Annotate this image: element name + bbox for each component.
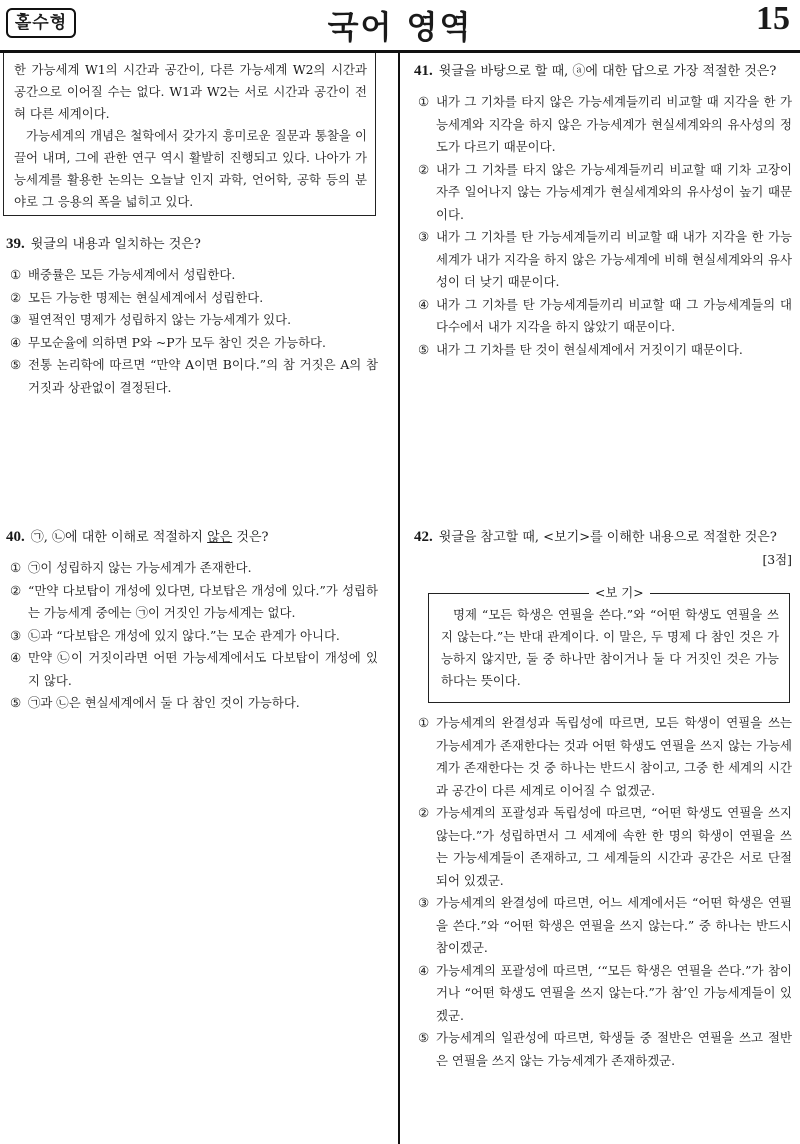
option-mark: ②	[10, 582, 22, 598]
option-text: 가능세계의 일관성에 따르면, 학생들 중 절반은 연필을 쓰고 절반은 연필을 쓰지 않는 가능세계가 존재하겠군.	[436, 1030, 792, 1068]
option-mark: ④	[10, 334, 22, 350]
answer-option[interactable]	[6, 287, 378, 310]
answer-option[interactable]	[414, 159, 792, 227]
option-mark: ③	[10, 627, 22, 643]
answer-option[interactable]	[414, 294, 792, 339]
option-mark: ③	[10, 312, 22, 327]
exam-type-badge: 홀수형	[6, 8, 76, 38]
answer-option[interactable]	[6, 625, 378, 648]
question-42-options	[414, 712, 792, 1072]
bogi-box	[428, 585, 790, 703]
option-mark: ⑤	[418, 1030, 430, 1045]
answer-option[interactable]	[6, 354, 378, 399]
option-text: 내가 그 기차를 타지 않은 가능세계들끼리 비교할 때 지각을 한 가능세계와 지각을 하지 않은 가능세계가 현실세계와의 유사성의 정도가 다르기 때문이다.	[436, 94, 792, 154]
option-text: 가능세계의 완결성에 따르면, 어느 세계에서든 “어떤 학생은 연필을 쓴다.”와 “어떤 학생은 연필을 쓰지 않는다.” 중 하나는 반드시 참이겠군.	[436, 895, 792, 955]
answer-option[interactable]	[6, 557, 378, 580]
question-41	[414, 60, 792, 361]
question-stem	[6, 526, 378, 549]
points-label: [3점]	[762, 552, 792, 567]
answer-option[interactable]	[414, 91, 792, 159]
question-text: 윗글을 참고할 때, <보기>를 이해한 내용으로 적절한 것은?	[438, 530, 777, 545]
option-text: “만약 다보탑이 개성에 있다면, 다보탑은 개성에 있다.”가 성립하는 가능세계 중에는 ㉠이 거짓인 가능세계는 없다.	[28, 582, 378, 620]
option-mark: ①	[418, 94, 430, 109]
option-text: 필연적인 명제가 성립하지 않는 가능세계가 있다.	[28, 312, 292, 327]
option-mark: ②	[10, 289, 22, 305]
option-text: 가능세계의 포괄성과 독립성에 따르면, “어떤 학생도 연필을 쓰지 않는다.”가 성립하면서 그 세계에 속한 한 명의 학생이 연필을 쓰는 가능세계들이 존재하고, 그 세계들의 시간과 공간은 서로 단절되어 있겠군.	[436, 805, 792, 888]
question-stem	[414, 60, 792, 83]
passage-paragraph: 한 가능세계 W1의 시간과 공간이, 다른 가능세계 W2의 시간과 공간으로 이어질 수는 없다. W1과 W2는 서로 시간과 공간이 전혀 다른 세계이다.	[14, 62, 367, 121]
answer-option[interactable]	[414, 802, 792, 892]
option-text: ㉠이 성립하지 않는 가능세계가 존재한다.	[28, 560, 252, 575]
answer-option[interactable]	[414, 1027, 792, 1072]
subject-title: 국어 영역	[327, 8, 473, 46]
option-mark: ⑤	[418, 341, 430, 357]
question-text: ㉠, ㉡에 대한 이해로 적절하지	[30, 530, 208, 545]
question-text: 것은?	[232, 530, 269, 545]
option-mark: ②	[418, 805, 430, 820]
question-stem	[414, 526, 792, 549]
option-mark: ②	[418, 161, 430, 177]
question-text: 윗글의 내용과 일치하는 것은?	[30, 237, 201, 252]
column-divider	[398, 53, 400, 1144]
option-mark: ③	[418, 229, 430, 244]
option-text: 배중률은 모든 가능세계에서 성립한다.	[28, 267, 236, 282]
question-number: 42.	[414, 529, 433, 545]
option-mark: ④	[10, 650, 22, 665]
option-mark: ⑤	[10, 357, 22, 372]
passage-box	[3, 53, 376, 216]
option-mark: ①	[418, 715, 430, 730]
option-text: 내가 그 기차를 탄 가능세계들끼리 비교할 때 그 가능세계들의 대다수에서 내가 지각을 하지 않았기 때문이다.	[436, 296, 792, 334]
option-text: 가능세계의 포괄성에 따르면, ‘“모든 학생은 연필을 쓴다.”가 참이거나 “어떤 학생도 연필을 쓰지 않는다.”가 참’인 가능세계들이 있겠군.	[436, 962, 792, 1023]
answer-option[interactable]	[414, 339, 792, 362]
question-39	[6, 233, 378, 399]
option-text: 가능세계의 완결성과 독립성에 따르면, 모든 학생이 연필을 쓰는 가능세계가 존재한다는 것과 어떤 학생도 연필을 쓰지 않는 가능세계가 존재한다는 것 중 하나는 반드시 참이고, 그중 한 세계의 시간과 공간이 다른 세계로 이어질 수 없겠군.	[436, 715, 792, 798]
option-text: 무모순율에 의하면 P와 ~P가 모두 참인 것은 가능하다.	[28, 334, 326, 350]
passage-paragraph: 가능세계의 개념은 철학에서 갖가지 흥미로운 질문과 통찰을 이끌어 내며, 그에 관한 연구 역시 활발히 진행되고 있다. 나아가 가능세계를 활용한 논의는 오늘날 인지 과학, 언어학, 공학 등의 분야로 그 응용의 폭을 넓히고 있다.	[14, 128, 367, 209]
answer-option[interactable]	[414, 960, 792, 1028]
page-header	[0, 0, 800, 48]
question-stem	[6, 233, 378, 256]
answer-option[interactable]	[414, 226, 792, 294]
answer-option[interactable]	[6, 580, 378, 625]
option-mark: ④	[418, 962, 430, 978]
option-text: 내가 그 기차를 탄 것이 현실세계에서 거짓이기 때문이다.	[436, 341, 743, 357]
answer-option[interactable]	[6, 647, 378, 692]
question-number: 39.	[6, 236, 25, 252]
option-text: ㉡과 “다보탑은 개성에 있지 않다.”는 모순 관계가 아니다.	[28, 627, 340, 643]
option-text: 전통 논리학에 따르면 “만약 A이면 B이다.”의 참 거짓은 A의 참 거짓과 상관없이 결정된다.	[28, 357, 378, 395]
option-mark: ③	[418, 895, 430, 910]
option-text: 만약 ㉡이 거짓이라면 어떤 가능세계에서도 다보탑이 개성에 있지 않다.	[28, 650, 378, 688]
question-number: 40.	[6, 529, 25, 545]
option-mark: ④	[418, 296, 430, 312]
bogi-title: <보 기>	[589, 584, 650, 602]
page-number: 15	[756, 0, 790, 37]
answer-option[interactable]	[6, 692, 378, 715]
option-text: ㉠과 ㉡은 현실세계에서 둘 다 참인 것이 가능하다.	[28, 695, 300, 710]
answer-option[interactable]	[6, 264, 378, 287]
option-text: 내가 그 기차를 타지 않은 가능세계들끼리 비교할 때 기차 고장이 자주 일어나지 않는 가능세계가 현실세계와의 유사성이 높기 때문이다.	[436, 161, 792, 222]
option-mark: ①	[10, 560, 22, 575]
option-mark: ⑤	[10, 695, 22, 710]
answer-option[interactable]	[6, 309, 378, 332]
answer-option[interactable]	[414, 712, 792, 802]
underlined-word: 않은	[207, 530, 233, 545]
answer-option[interactable]	[6, 332, 378, 355]
question-text: 윗글을 바탕으로 할 때, ⓐ에 대한 답으로 가장 적절한 것은?	[438, 64, 777, 79]
question-number: 41.	[414, 63, 433, 79]
option-text: 내가 그 기차를 탄 가능세계들끼리 비교할 때 내가 지각을 한 가능세계가 내가 지각을 하지 않은 가능세계에 비해 현실세계와의 유사성이 더 낮기 때문이다.	[436, 229, 792, 289]
bogi-text: 명제 “모든 학생은 연필을 쓴다.”와 “어떤 학생도 연필을 쓰지 않는다.”는 반대 관계이다. 이 말은, 두 명제 다 참인 것은 가능하지 않지만, 둘 중 하나만 참이거나 둘 다 거짓인 것은 가능하다는 뜻이다.	[441, 607, 779, 688]
answer-option[interactable]	[414, 892, 792, 960]
question-40	[6, 526, 378, 715]
option-text: 모든 가능한 명제는 현실세계에서 성립한다.	[28, 289, 264, 305]
question-42	[414, 526, 792, 571]
option-mark: ①	[10, 267, 22, 282]
